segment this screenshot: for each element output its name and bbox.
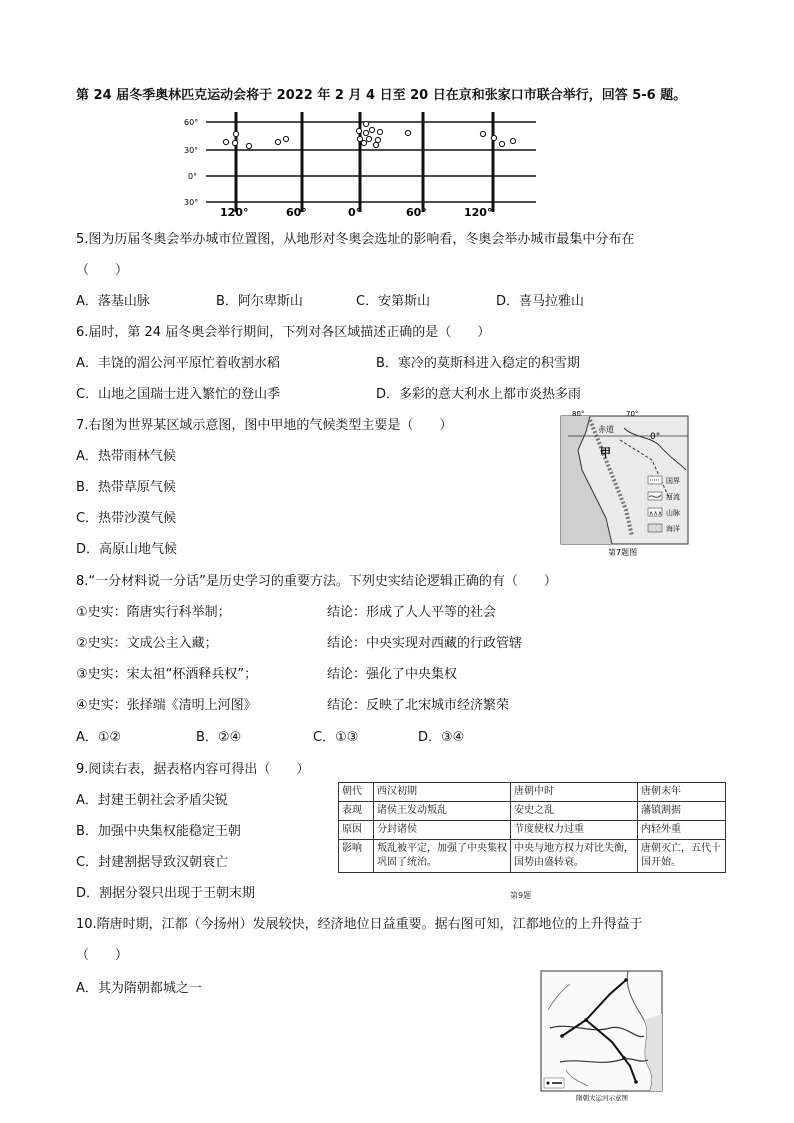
q6-option-c[interactable]: C．山地之国瑞士进入繁忙的登山季 bbox=[76, 387, 281, 402]
lon-label: 0° bbox=[348, 206, 362, 218]
svg-text:∧∧∧: ∧∧∧ bbox=[649, 510, 663, 517]
table-cell: 唐朝灭亡，五代十国开始。 bbox=[638, 840, 726, 873]
q6-option-b[interactable]: B．寒冷的莫斯科进入稳定的积雪期 bbox=[376, 356, 580, 371]
q8-conclusion: 结论：反映了北宋城市经济繁荣 bbox=[327, 698, 510, 713]
lon-label: 60° bbox=[406, 206, 427, 218]
q7-option-a[interactable]: A．热带雨林气候 bbox=[76, 449, 176, 464]
olympics-location-map bbox=[180, 112, 540, 218]
q9-caption: 第9题 bbox=[510, 891, 532, 900]
q9-option-a[interactable]: A．封建王朝社会矛盾尖锐 bbox=[76, 793, 228, 808]
lon-label: 120° bbox=[464, 206, 493, 218]
q5-option-c[interactable]: C．安第斯山 bbox=[356, 294, 431, 309]
table-cell: 原因 bbox=[339, 821, 374, 840]
table-cell: 朝代 bbox=[339, 783, 374, 802]
q8-option-a[interactable]: A．①② bbox=[76, 730, 122, 745]
map-caption: 第7题图 bbox=[608, 548, 638, 557]
q7-option-b[interactable]: B．热带草原气候 bbox=[76, 480, 176, 495]
table-cell: 唐朝末年 bbox=[638, 783, 726, 802]
lat-label: 0° bbox=[188, 172, 198, 181]
q10-stem: 10.隋唐时期，江都（今扬州）发展较快，经济地位日益重要。据右图可知，江都地位的上升得益于 bbox=[76, 917, 643, 932]
q8-conclusion: 结论：强化了中央集权 bbox=[327, 667, 458, 682]
legend-label: 国界 bbox=[666, 477, 680, 485]
q8-conclusion: 结论：形成了人人平等的社会 bbox=[327, 605, 497, 620]
table-cell: 节度使权力过重 bbox=[511, 821, 638, 840]
q8-fact: ③史实：宋太祖“杯酒释兵权”； bbox=[76, 667, 258, 682]
table-row bbox=[339, 821, 726, 840]
table-cell: 中央与地方权力对比失衡，国势由盛转衰。 bbox=[511, 840, 638, 873]
q5-option-d[interactable]: D．喜马拉雅山 bbox=[496, 294, 585, 309]
q9-option-c[interactable]: C．封建割据导致汉朝衰亡 bbox=[76, 855, 229, 870]
table-cell: 影响 bbox=[339, 840, 374, 873]
q7-option-d[interactable]: D．高原山地气候 bbox=[76, 542, 178, 557]
table-cell: 唐朝中时 bbox=[511, 783, 638, 802]
map-lon-label: 70° bbox=[626, 410, 639, 418]
table-cell: 安史之乱 bbox=[511, 802, 638, 821]
map-zero-label: 0° bbox=[650, 432, 661, 442]
legend-label: 山脉 bbox=[666, 509, 680, 517]
map-place-label: 甲 bbox=[600, 446, 611, 459]
table-cell: 诸侯王发动叛乱 bbox=[374, 802, 511, 821]
q10-blank: （ ） bbox=[76, 948, 129, 963]
q9-stem: 9.阅读右表，据表格内容可得出（ ） bbox=[76, 762, 310, 777]
lon-label: 120° bbox=[220, 206, 249, 218]
intro-text: 第 24 届冬季奥林匹克运动会将于 2022 年 2 月 4 日至 20 日在京和张家口市联合举行，回答 5-6 题。 bbox=[76, 88, 687, 103]
legend-label: 海洋 bbox=[666, 525, 680, 533]
grand-canal-map bbox=[540, 970, 664, 1102]
table-cell: 藩镇割据 bbox=[638, 802, 726, 821]
table-row bbox=[339, 802, 726, 821]
q9-option-d[interactable]: D．割据分裂只出现于王朝末期 bbox=[76, 886, 256, 901]
q8-option-b[interactable]: B．②④ bbox=[196, 730, 242, 745]
q5-blank: （ ） bbox=[76, 263, 129, 278]
q10-option-a[interactable]: A．其为隋朝都城之一 bbox=[76, 981, 202, 996]
lat-label: 60° bbox=[184, 118, 199, 127]
map-equator-label: 赤道 bbox=[598, 425, 614, 434]
legend-label: 河流 bbox=[666, 493, 680, 501]
q8-option-d[interactable]: D．③④ bbox=[418, 730, 465, 745]
q6-stem: 6.届时，第 24 届冬奥会举行期间，下列对各区域描述正确的是（ ） bbox=[76, 325, 491, 340]
table-cell: 分封诸侯 bbox=[374, 821, 511, 840]
table-cell: 西汉初期 bbox=[374, 783, 511, 802]
table-cell: 叛乱被平定，加强了中央集权巩固了统治。 bbox=[374, 840, 511, 873]
q7-option-c[interactable]: C．热带沙漠气候 bbox=[76, 511, 177, 526]
table-row bbox=[339, 783, 726, 802]
q6-option-a[interactable]: A．丰饶的湄公河平原忙着收割水稻 bbox=[76, 356, 280, 371]
q5-option-a[interactable]: A．落基山脉 bbox=[76, 294, 150, 309]
q7-region-map bbox=[560, 410, 692, 558]
q8-fact: ②史实：文成公主入藏； bbox=[76, 636, 218, 651]
table-cell: 内轻外重 bbox=[638, 821, 726, 840]
q6-option-d[interactable]: D．多彩的意大利水上都市炎热多雨 bbox=[376, 387, 582, 402]
q5-option-b[interactable]: B．阿尔卑斯山 bbox=[216, 294, 303, 309]
q8-fact: ①史实：隋唐实行科举制； bbox=[76, 605, 231, 620]
table-row bbox=[339, 840, 726, 873]
lon-label: 60° bbox=[286, 206, 307, 218]
q8-stem: 8.“一分材料说一分话”是历史学习的重要方法。下列史实结论逻辑正确的有（ ） bbox=[76, 574, 557, 589]
q9-option-b[interactable]: B．加强中央集权能稳定王朝 bbox=[76, 824, 241, 839]
map-caption: 隋朝大运河示意图 bbox=[576, 1094, 628, 1102]
q5-stem: 5.图为历届冬奥会举办城市位置图，从地形对冬奥会选址的影响看，冬奥会举办城市最集中分布在 bbox=[76, 232, 635, 247]
q8-fact: ④史实：张择端《清明上河图》 bbox=[76, 698, 257, 713]
lat-label: 30° bbox=[184, 198, 199, 207]
lat-label: 30° bbox=[184, 146, 199, 155]
q8-option-c[interactable]: C．①③ bbox=[313, 730, 359, 745]
q9-table bbox=[338, 782, 726, 873]
q7-stem: 7.右图为世界某区域示意图，图中甲地的气候类型主要是（ ） bbox=[76, 418, 453, 433]
map-lon-label: 80° bbox=[572, 410, 585, 418]
table-cell: 表现 bbox=[339, 802, 374, 821]
q8-conclusion: 结论：中央实现对西藏的行政管辖 bbox=[327, 636, 523, 651]
